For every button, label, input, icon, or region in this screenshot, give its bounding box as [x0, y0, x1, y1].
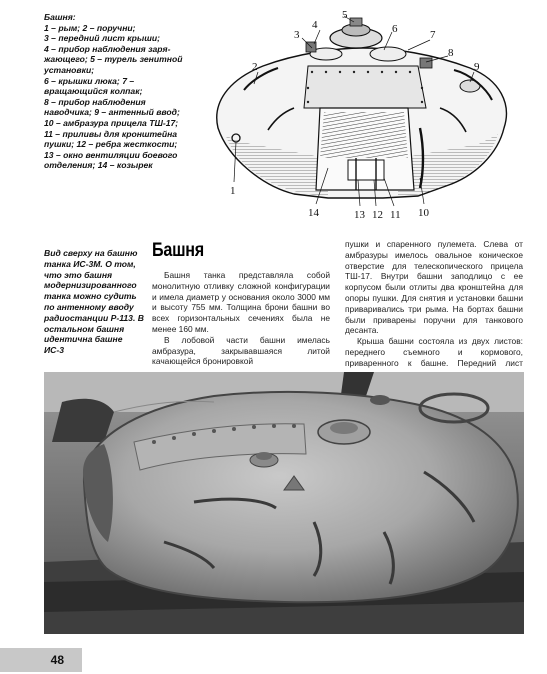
- callout-label: 12: [372, 209, 383, 221]
- text-column-left: [152, 270, 330, 367]
- callout-label: 9: [474, 61, 480, 73]
- legend-item: 12 – ребра жесткости;: [76, 139, 178, 150]
- legend-item: 5 – турель зенитной установки;: [44, 54, 183, 75]
- turret-photo-image: [44, 372, 524, 634]
- legend-item: 6 – крышки люка;: [44, 75, 120, 86]
- roof-plate: [304, 66, 426, 108]
- gunner-periscope: [420, 58, 432, 68]
- cupola-top: [350, 18, 362, 26]
- figure-legend: [44, 12, 192, 171]
- paragraph: В лобовой части башни имелась амбразура, закрывавшаяся литой качающейся бронировкой: [152, 334, 330, 367]
- legend-item: 11 – приливы для кронштейна пушки;: [44, 128, 178, 150]
- text-column-right: [345, 239, 523, 379]
- legend-item: 3 – передний лист крыши;: [44, 33, 160, 44]
- legend-item: 8 – прибор наблюдения наводчика;: [44, 96, 146, 118]
- paragraph: Крыша башни состояла из двух листов: переднего съемного и кормового, приваренного к башне. Передний лист: [345, 336, 523, 368]
- legend-item: 13 – окно вентиляции боевого отделения;: [44, 149, 178, 171]
- page-number: 48: [0, 648, 82, 672]
- callout-label: 4: [312, 19, 318, 31]
- hatch-cover: [370, 47, 406, 61]
- legend-item: 10 – амбразура прицела ТШ-17;: [44, 117, 179, 128]
- embrasure-shadow: [320, 112, 408, 158]
- paragraph: пушки и спаренного пулемета. Слева от амбразуры имелось овальное коническое отверстие для телескопического прицела ТШ-17. Внутри башни заподлицо с ее корпусом были отлиты два кронштейна для опоры пушки. Для снятия и установки башни приваривались три рыма. На бортах башни были приварены поручни для танкового десанта.: [345, 239, 523, 336]
- photo-caption: Вид сверху на башню танка ИС-3М. О том, что это башня модернизированного танка можно судить по антенному вводу радиостанции Р-113. В остальном башня идентична башне ИС-3: [44, 248, 144, 356]
- callout-label: 14: [308, 207, 319, 219]
- callout-label: 5: [342, 9, 348, 21]
- legend-item: 1 – рым;: [44, 22, 81, 33]
- turret-drawing: [208, 8, 514, 226]
- turret-photo: [44, 372, 524, 634]
- callout-label: 11: [390, 209, 401, 221]
- callout-label: 7: [430, 29, 436, 41]
- legend-item: 9 – антенный ввод;: [94, 107, 180, 118]
- callout-label: 3: [294, 29, 300, 41]
- callout-label: 1: [230, 185, 236, 197]
- callout-label: 6: [392, 23, 398, 35]
- vent-window: [348, 160, 384, 180]
- callout-label: 10: [418, 207, 429, 219]
- callout-label: 13: [354, 209, 365, 221]
- section-heading: Башня: [152, 240, 204, 261]
- legend-item: 2 – поручни;: [82, 22, 136, 33]
- callout-label: 2: [252, 61, 258, 73]
- legend-title: Башня:: [44, 12, 76, 22]
- callout-label: 8: [448, 47, 454, 59]
- paragraph: Башня танка представляла собой монолитную отливку сложной конфигурации и имела диаметр у основания около 3000 мм и высоту 755 мм. Толщина брони башни во всех горизонтальных сечениях была не менее 160 мм.: [152, 270, 330, 334]
- legend-item: 7 – вращающийся колпак;: [44, 75, 143, 97]
- legend-item: 14 – козырек: [97, 160, 153, 171]
- legend-item: 4 – прибор наблюдения заря-жающего;: [44, 43, 171, 65]
